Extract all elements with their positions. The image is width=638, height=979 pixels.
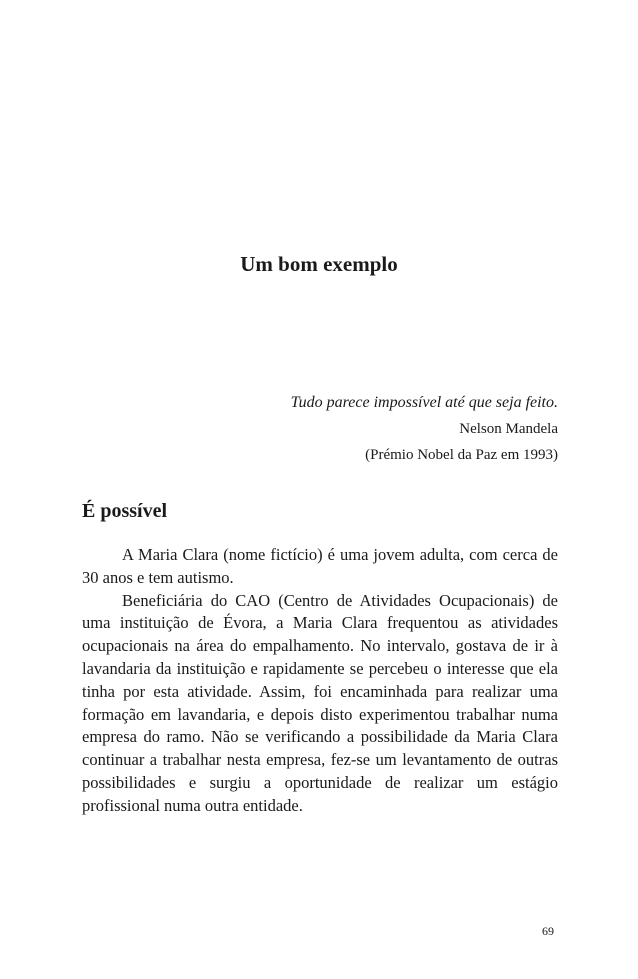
epigraph-note: (Prémio Nobel da Paz em 1993): [365, 447, 558, 463]
section-title: É possível: [82, 500, 168, 522]
page-number: 69: [542, 924, 554, 938]
epigraph-author: Nelson Mandela: [459, 421, 558, 437]
body-text: [82, 544, 558, 818]
epigraph-quote: Tudo parece impossível até que seja feito.: [290, 394, 558, 411]
paragraph: A Maria Clara (nome fictício) é uma jovem adulta, com cerca de 30 anos e tem autismo.: [82, 545, 558, 587]
chapter-title: Um bom exemplo: [240, 252, 398, 276]
epigraph: [158, 390, 558, 468]
paragraph: Beneficiária do CAO (Centro de Atividades Ocupacionais) de uma instituição de Évora, a Maria Clara frequentou as atividades ocupacionais na área do empalhamento. No intervalo, gostava de ir à lavandaria da instituição e rapidamente se percebeu o interesse que ela tinha por esta atividade. Assim, foi encaminhada para realizar uma formação em lavandaria, e depois disto experimentou trabalhar numa empresa do ramo. Não se verificando a possibilidade da Maria Clara continuar a trabalhar nesta empresa, fez-se um levantamento de outras possibilidades e surgiu a oportunidade de realizar um estágio profissional numa outra entidade.: [82, 590, 558, 815]
